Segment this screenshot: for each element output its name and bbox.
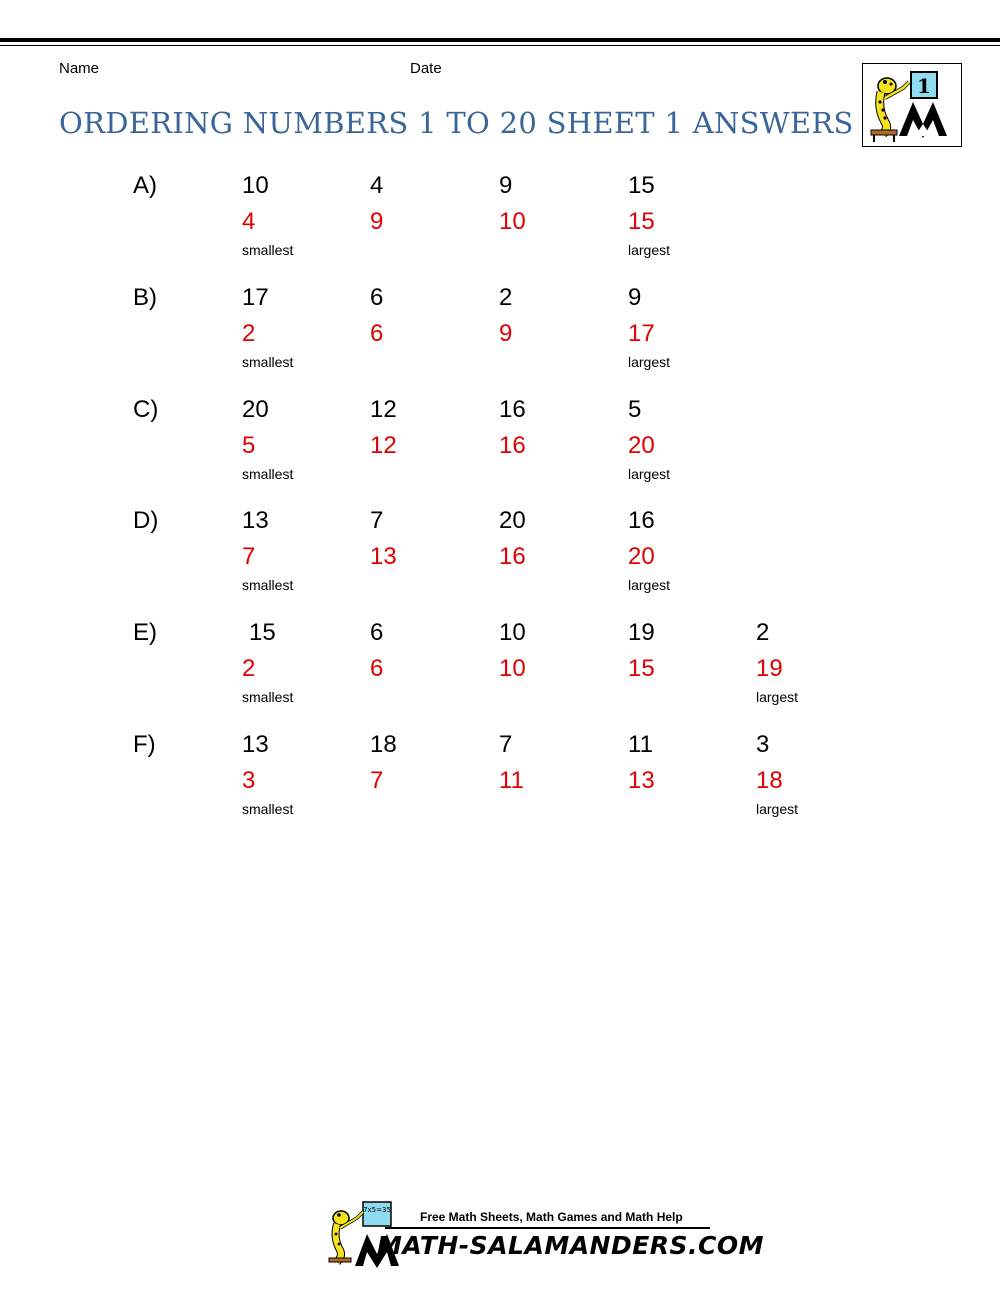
given-number: 4 (370, 172, 384, 199)
answer-number: 15 (628, 655, 655, 682)
largest-label: largest (628, 577, 671, 593)
given-number: 17 (242, 284, 269, 311)
answer-number: 5 (242, 432, 256, 459)
given-number: 16 (628, 507, 655, 534)
answer-number: 20 (628, 432, 655, 459)
answer-number: 9 (499, 320, 513, 347)
question-label: A) (133, 172, 157, 199)
given-number: 2 (756, 619, 770, 646)
footer-badge: 7x5=35 (363, 1206, 391, 1214)
logo (862, 63, 962, 147)
given-number: 10 (499, 619, 526, 646)
given-number: 15 (628, 172, 655, 199)
smallest-label: smallest (242, 242, 294, 258)
footer (325, 1198, 765, 1270)
given-number: 7 (370, 507, 384, 534)
footer-site-name: MATH-SALAMANDERS.COM (377, 1231, 765, 1260)
name-label: Name (59, 60, 100, 77)
question-label: B) (133, 284, 157, 311)
answer-number: 6 (370, 655, 384, 682)
answer-number: 18 (756, 767, 783, 794)
smallest-label: smallest (242, 577, 294, 593)
answer-number: 11 (499, 767, 524, 794)
given-number: 20 (499, 507, 526, 534)
answer-number: 10 (499, 208, 526, 235)
top-rule (0, 38, 1000, 42)
given-number: 19 (628, 619, 655, 646)
given-number: 13 (242, 507, 269, 534)
given-number: 6 (370, 284, 384, 311)
given-number: 3 (756, 731, 770, 758)
given-number: 9 (499, 172, 513, 199)
question-label: D) (133, 507, 159, 534)
given-number: 18 (370, 731, 397, 758)
given-number: 9 (628, 284, 642, 311)
answer-number: 20 (628, 543, 655, 570)
answer-number: 15 (628, 208, 655, 235)
largest-label: largest (756, 801, 799, 817)
largest-label: largest (628, 354, 671, 370)
answer-number: 19 (756, 655, 783, 682)
answer-number: 13 (628, 767, 655, 794)
answer-number: 2 (242, 655, 256, 682)
given-number: 12 (370, 396, 397, 423)
smallest-label: smallest (242, 801, 294, 817)
largest-label: largest (628, 466, 671, 482)
answer-number: 7 (242, 543, 256, 570)
answer-number: 17 (628, 320, 655, 347)
answer-number: 4 (242, 208, 256, 235)
given-number: 16 (499, 396, 526, 423)
answer-number: 10 (499, 655, 526, 682)
smallest-label: smallest (242, 466, 294, 482)
logo-number: 1 (917, 74, 931, 98)
answer-number: 13 (370, 543, 397, 570)
given-number: 15 (249, 619, 276, 646)
smallest-label: smallest (242, 354, 294, 370)
largest-label: largest (628, 242, 671, 258)
question-label: C) (133, 396, 159, 423)
answer-number: 6 (370, 320, 384, 347)
given-number: 10 (242, 172, 269, 199)
answer-number: 16 (499, 432, 526, 459)
answer-number: 7 (370, 767, 384, 794)
given-number: 7 (499, 731, 513, 758)
question-label: F) (133, 731, 156, 758)
answer-number: 3 (242, 767, 256, 794)
given-number: 2 (499, 284, 513, 311)
top-rule-thin (0, 45, 1000, 46)
answer-number: 16 (499, 543, 526, 570)
largest-label: largest (756, 689, 799, 705)
footer-tagline: Free Math Sheets, Math Games and Math Help (420, 1210, 683, 1224)
smallest-label: smallest (242, 689, 294, 705)
answer-number: 2 (242, 320, 256, 347)
footer-divider (385, 1227, 710, 1229)
given-number: 5 (628, 396, 642, 423)
question-label: E) (133, 619, 157, 646)
page-title: ORDERING NUMBERS 1 TO 20 SHEET 1 ANSWERS (59, 106, 854, 140)
given-number: 6 (370, 619, 384, 646)
given-number: 13 (242, 731, 269, 758)
answer-number: 9 (370, 208, 384, 235)
answer-number: 12 (370, 432, 397, 459)
date-label: Date (410, 60, 442, 77)
given-number: 20 (242, 396, 269, 423)
given-number: 11 (628, 731, 653, 758)
salamander-logo-icon (863, 64, 961, 146)
